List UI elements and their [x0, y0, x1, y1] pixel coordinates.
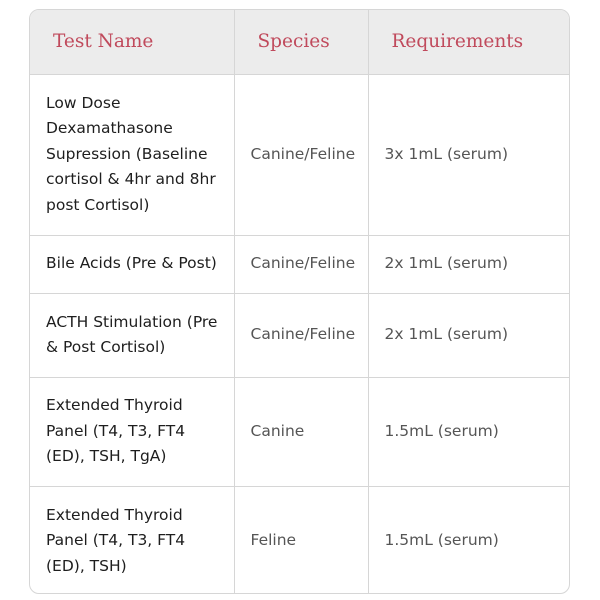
table-row	[30, 74, 569, 235]
cell-requirements: 3x 1mL (serum)	[368, 74, 569, 235]
cell-test-name: Low Dose Dexamathasone Supression (Baseline cortisol & 4hr and 8hr post Cortisol)	[30, 74, 234, 235]
cell-species: Feline	[234, 486, 368, 594]
cell-species: Canine/Feline	[234, 293, 368, 377]
table-row	[30, 235, 569, 293]
cell-test-name: ACTH Stimulation (Pre & Post Cortisol)	[30, 293, 234, 377]
cell-test-name: Bile Acids (Pre & Post)	[30, 235, 234, 293]
table-row	[30, 486, 569, 594]
header-species: Species	[234, 10, 368, 74]
header-test-name: Test Name	[30, 10, 234, 74]
cell-requirements: 2x 1mL (serum)	[368, 293, 569, 377]
cell-requirements: 2x 1mL (serum)	[368, 235, 569, 293]
cell-test-name: Extended Thyroid Panel (T4, T3, FT4 (ED), TSH, TgA)	[30, 377, 234, 486]
cell-species: Canine/Feline	[234, 235, 368, 293]
cell-species: Canine/Feline	[234, 74, 368, 235]
cell-species: Canine	[234, 377, 368, 486]
header-requirements: Requirements	[368, 10, 569, 74]
header-row	[30, 10, 569, 74]
table-row	[30, 377, 569, 486]
cell-requirements: 1.5mL (serum)	[384, 531, 499, 549]
table-row	[30, 293, 569, 377]
cell-test-name: Extended Thyroid Panel (T4, T3, FT4 (ED), TSH)	[30, 486, 234, 594]
table-header	[30, 10, 569, 74]
cell-requirements: 1.5mL (serum)	[368, 377, 569, 486]
test-requirements-table	[30, 10, 569, 594]
test-requirements-table-frame	[29, 9, 570, 594]
table-body	[30, 74, 569, 594]
